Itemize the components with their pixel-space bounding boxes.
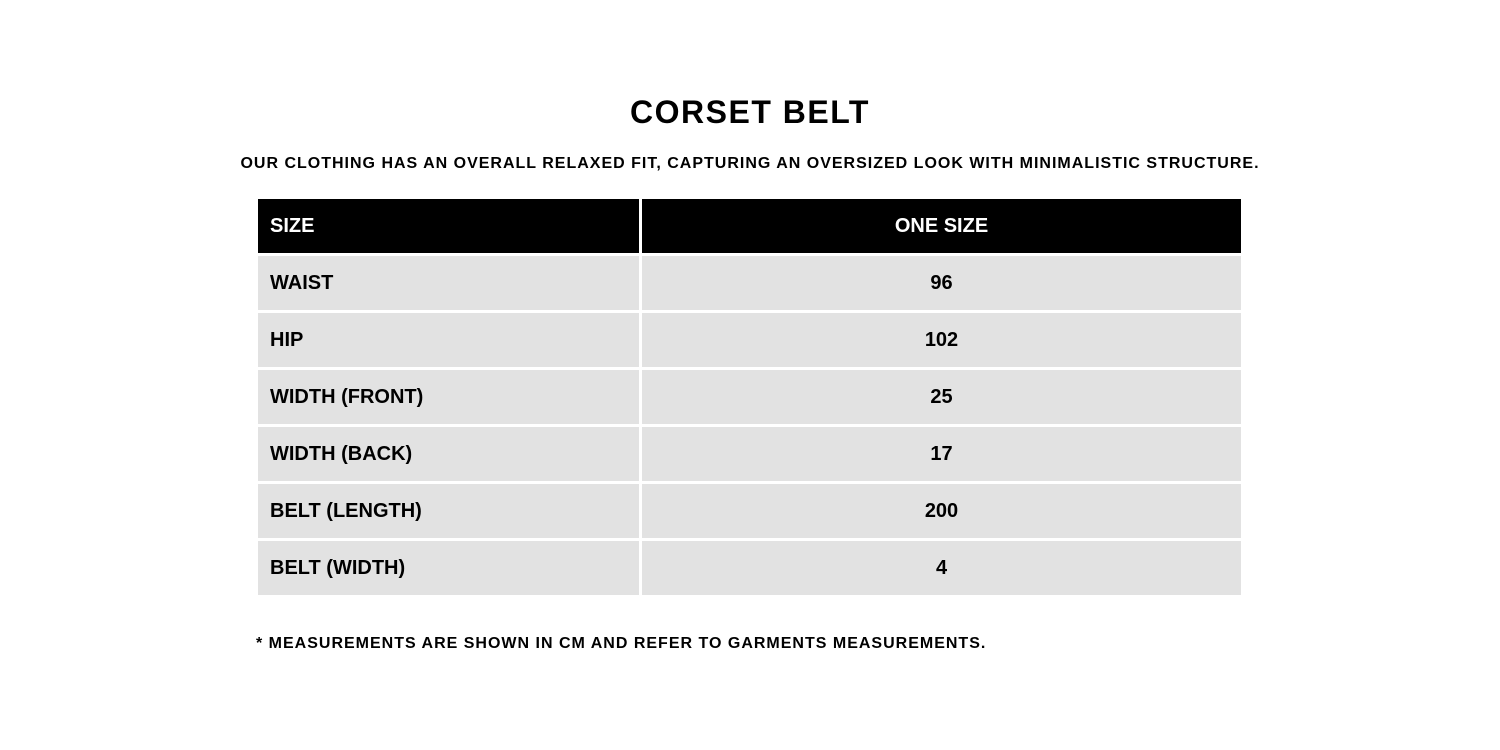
row-label: BELT (LENGTH)	[258, 484, 639, 538]
table-row	[258, 370, 1241, 424]
measurement-footnote: * MEASUREMENTS ARE SHOWN IN CM AND REFER TO GARMENTS MEASUREMENTS.	[256, 635, 987, 652]
table-row	[258, 313, 1241, 367]
row-label: HIP	[258, 313, 639, 367]
header-one-size: ONE SIZE	[642, 199, 1241, 253]
row-label: BELT (WIDTH)	[258, 541, 639, 595]
header-size: SIZE	[258, 199, 639, 253]
row-label: WIDTH (BACK)	[258, 427, 639, 481]
size-chart-table	[255, 196, 1244, 598]
table-row	[258, 427, 1241, 481]
page-title: CORSET BELT	[630, 94, 870, 130]
table-row	[258, 484, 1241, 538]
row-value: 25	[642, 370, 1241, 424]
row-value: 17	[642, 427, 1241, 481]
row-label: WAIST	[258, 256, 639, 310]
table-row	[258, 541, 1241, 595]
row-label: WIDTH (FRONT)	[258, 370, 639, 424]
row-value: 4	[642, 541, 1241, 595]
fit-description: OUR CLOTHING HAS AN OVERALL RELAXED FIT, CAPTURING AN OVERSIZED LOOK WITH MINIMALISTIC STRUCTURE.	[240, 155, 1260, 172]
table-header-row	[258, 199, 1241, 253]
row-value: 102	[642, 313, 1241, 367]
row-value: 200	[642, 484, 1241, 538]
row-value: 96	[642, 256, 1241, 310]
table-row	[258, 256, 1241, 310]
